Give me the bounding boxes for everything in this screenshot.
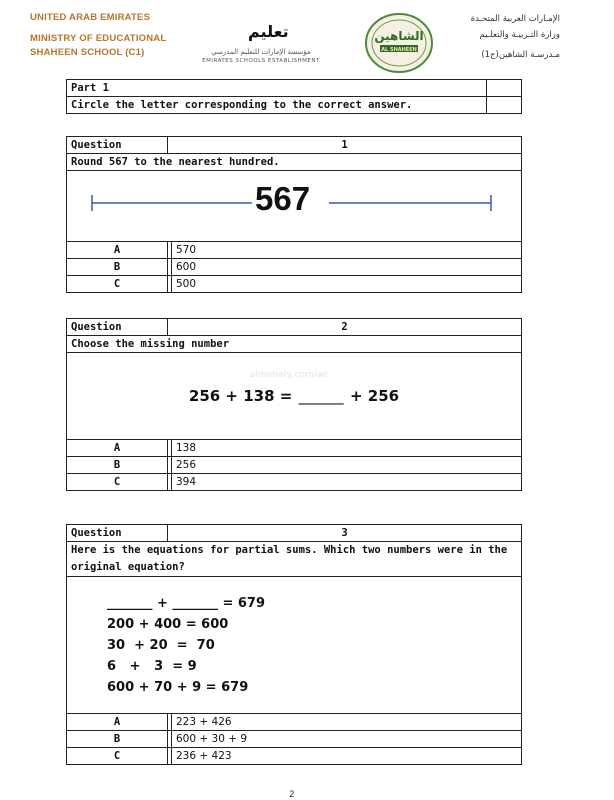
header-country-ar: الإمـارات العربية المتحـدة	[470, 14, 560, 24]
taleem-logo	[186, 22, 336, 68]
option-c-letter[interactable]: C	[67, 276, 168, 293]
header-ministry: MINISTRY OF EDUCATIONAL	[30, 33, 167, 44]
question-number: 1	[168, 137, 522, 154]
option-c-letter[interactable]: C	[67, 474, 168, 491]
seal-text-ar: الشاهين	[374, 29, 424, 43]
question-2	[66, 318, 522, 491]
option-c-value[interactable]: 236 + 423	[172, 748, 522, 765]
partial-sum-line-4: 6 + 3 = 9	[107, 658, 197, 674]
option-a-value[interactable]: 223 + 426	[172, 714, 522, 731]
part-instruction: Circle the letter corresponding to the correct answer.	[67, 97, 487, 114]
question-3	[66, 524, 522, 765]
option-a-value[interactable]: 138	[172, 440, 522, 457]
header-ministry-ar: وزارة التـربيـة والتعلـيم	[479, 30, 560, 40]
partial-sum-line-5: 600 + 70 + 9 = 679	[107, 679, 249, 695]
partial-sum-line-3: 30 + 20 = 70	[107, 637, 215, 653]
part-title: Part 1	[67, 80, 487, 97]
header-country: UNITED ARAB EMIRATES	[30, 12, 151, 23]
option-a-letter[interactable]: A	[67, 242, 168, 259]
option-b-letter[interactable]: B	[67, 731, 168, 748]
header-school-ar: مـدرسـة الشاهين(ح1)	[481, 50, 560, 60]
option-a-value[interactable]: 570	[172, 242, 522, 259]
partial-sums-cell	[67, 577, 522, 714]
taleem-logo-subtitle-en: EMIRATES SCHOOLS ESTABLISHMENT	[202, 58, 320, 64]
question-prompt: Round 567 to the nearest hundred.	[67, 154, 522, 171]
taleem-logo-text: تعليم	[248, 22, 289, 41]
question-number: 3	[168, 525, 522, 542]
number-line-value: 567	[255, 180, 311, 217]
question-1	[66, 136, 522, 293]
number-line	[67, 171, 521, 241]
header-school: SHAHEEN SCHOOL (C1)	[30, 47, 145, 58]
option-a-letter[interactable]: A	[67, 440, 168, 457]
option-b-letter[interactable]: B	[67, 457, 168, 474]
school-seal-logo	[364, 12, 434, 74]
number-line-cell	[67, 171, 522, 242]
watermark: almanahj.com/ae	[250, 370, 328, 380]
question-label: Question	[67, 525, 168, 542]
option-c-value[interactable]: 394	[172, 474, 522, 491]
taleem-logo-subtitle-ar: مؤسسة الإمارات للتعليم المدرسي	[211, 48, 311, 56]
question-number: 2	[168, 319, 522, 336]
equation-blank[interactable]: ______	[298, 387, 344, 405]
equation-left: 256 + 138 =	[188, 387, 293, 405]
question-prompt: Choose the missing number	[67, 336, 522, 353]
option-b-letter[interactable]: B	[67, 259, 168, 276]
equation-cell	[67, 353, 522, 440]
equation-right: + 256	[349, 387, 400, 405]
option-c-value[interactable]: 500	[172, 276, 522, 293]
part-header-table	[66, 79, 522, 114]
question-prompt: Here is the equations for partial sums. Which two numbers were in the original equation?	[67, 542, 522, 577]
partial-sum-line-1: _______ + _______ = 679	[107, 595, 266, 611]
question-label: Question	[67, 137, 168, 154]
option-b-value[interactable]: 600 + 30 + 9	[172, 731, 522, 748]
option-b-value[interactable]: 256	[172, 457, 522, 474]
partial-sum-line-2: 200 + 400 = 600	[107, 616, 229, 632]
option-b-value[interactable]: 600	[172, 259, 522, 276]
seal-text-en: AL SHAHEEN	[381, 47, 417, 53]
option-c-letter[interactable]: C	[67, 748, 168, 765]
page-number: 2	[289, 790, 295, 800]
question-label: Question	[67, 319, 168, 336]
option-a-letter[interactable]: A	[67, 714, 168, 731]
